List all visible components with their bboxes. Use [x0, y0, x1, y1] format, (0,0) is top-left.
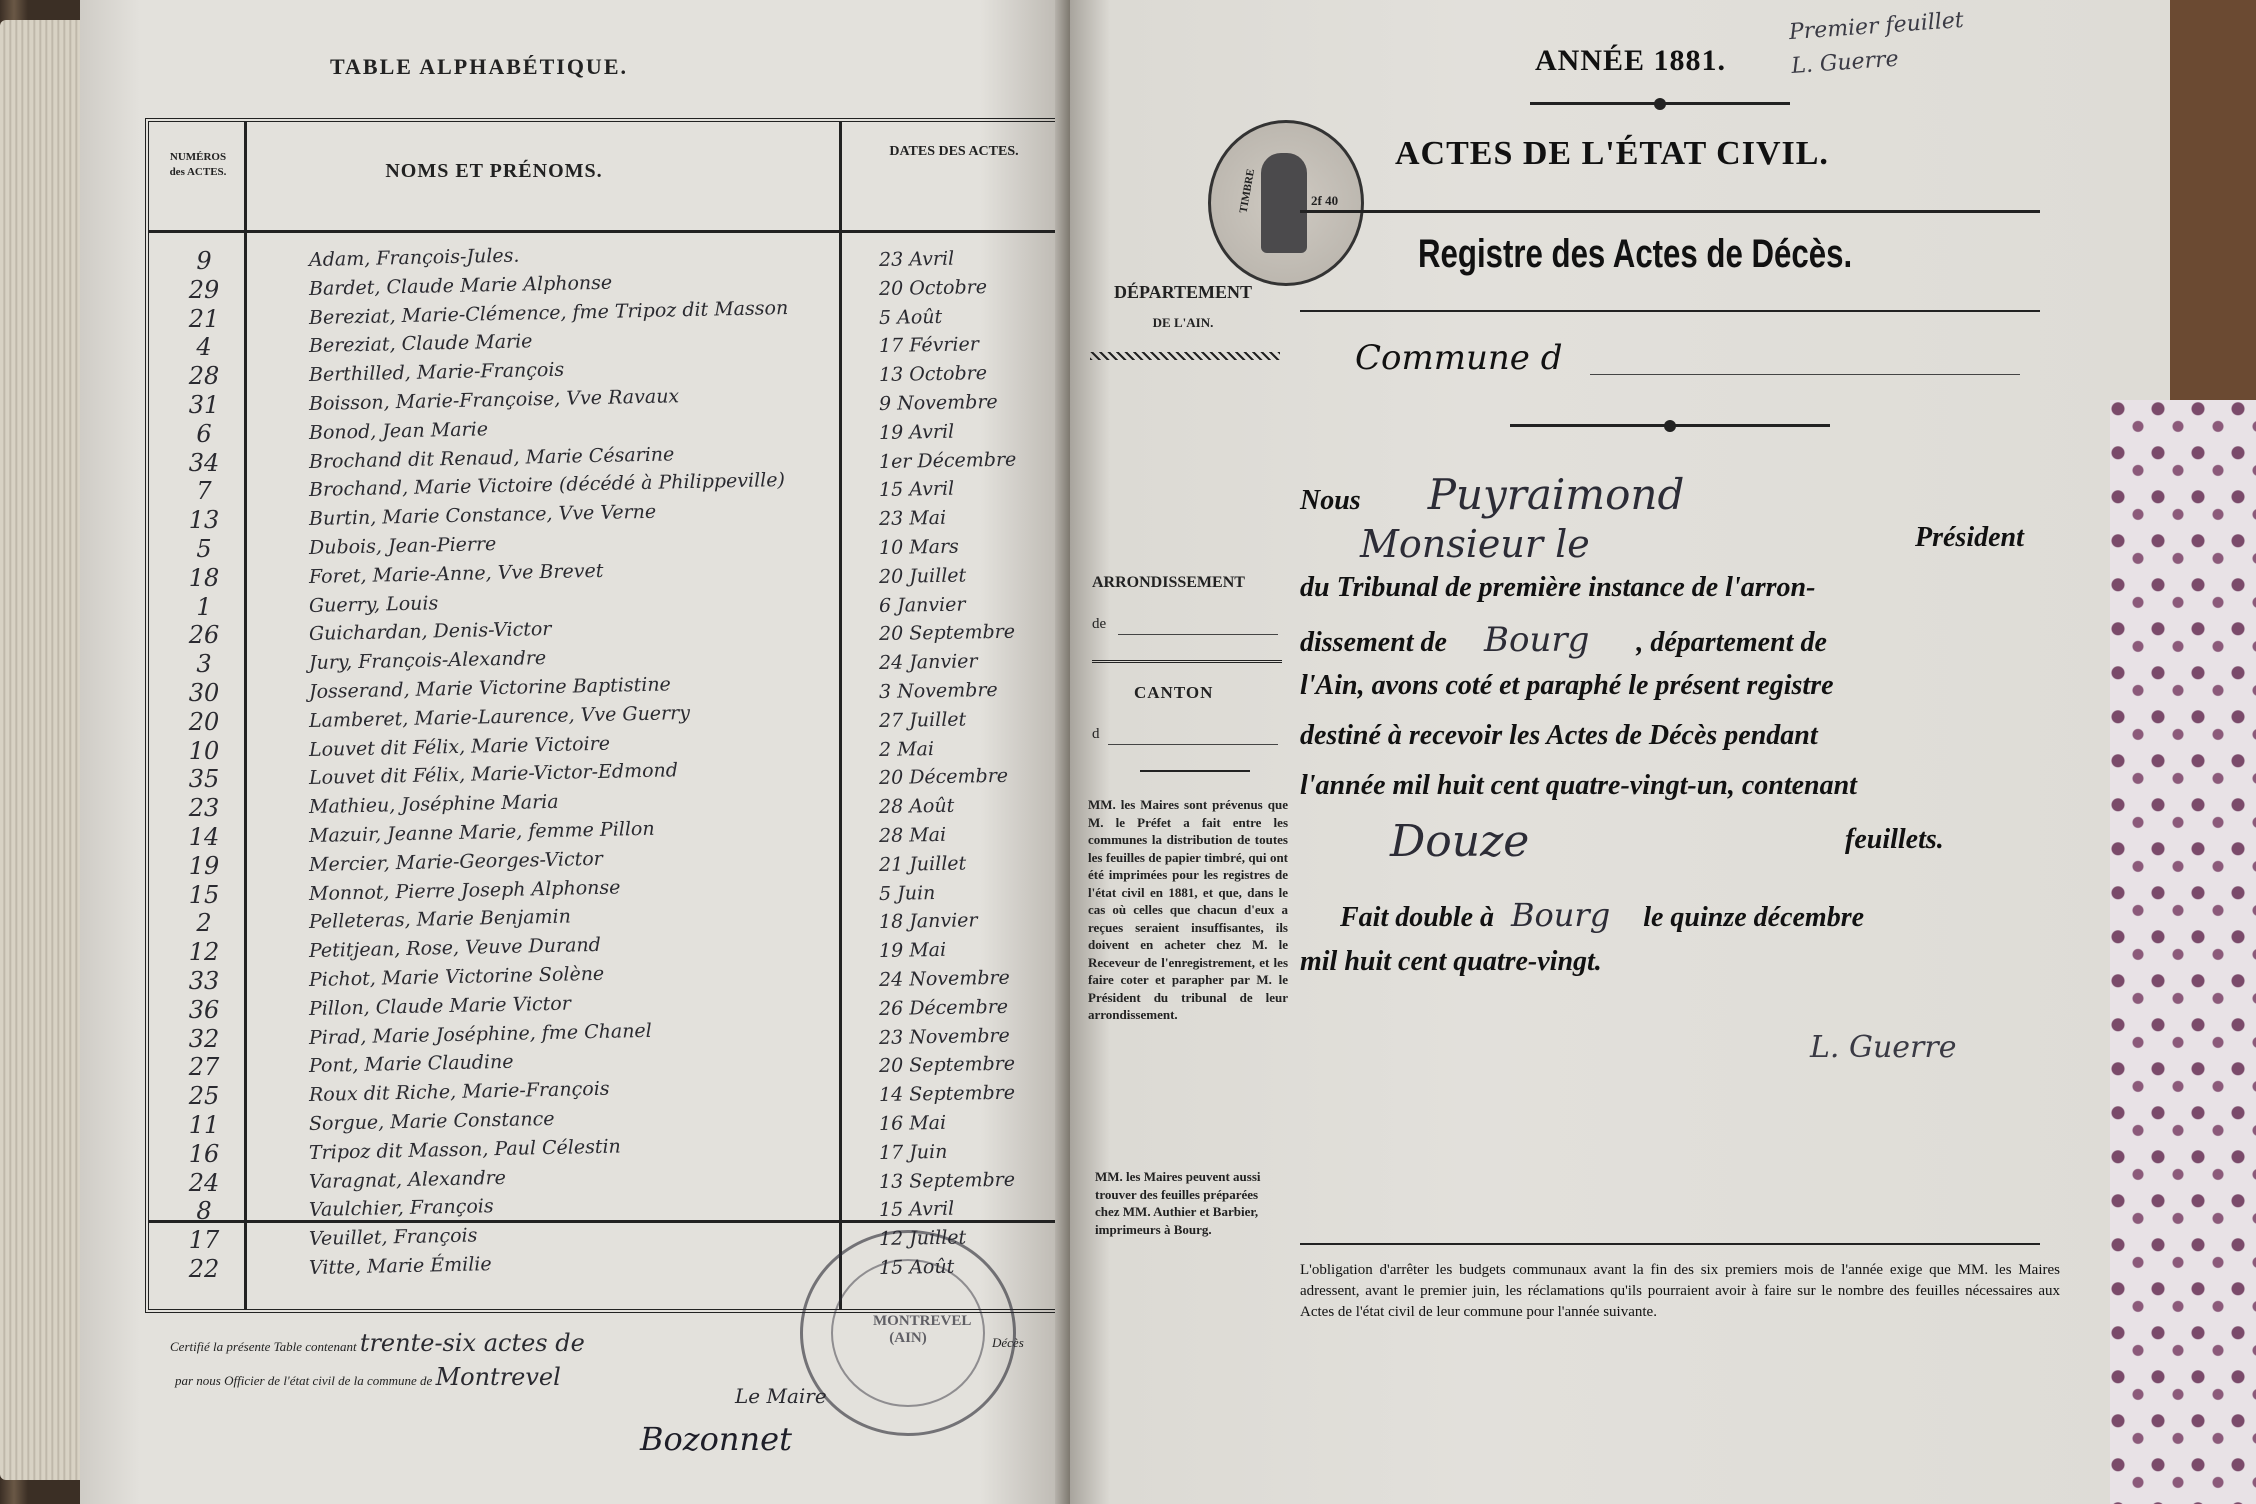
row-name: Pelleteras, Marie Benjamin	[308, 905, 572, 934]
body-line-6: l'année mil huit cent quatre-vingt-un, contenant	[1300, 770, 1857, 801]
arrondissement-handwritten: Bourg	[1484, 620, 1590, 660]
row-name: Foret, Marie-Anne, Vve Brevet	[308, 559, 604, 588]
timbre-price: 2f 40	[1311, 193, 1339, 208]
departement-name: DE L'AIN.	[1152, 315, 1214, 330]
row-name: Brochand dit Renaud, Marie Césarine	[308, 442, 675, 473]
row-name: Jury, François-Alexandre	[308, 647, 547, 675]
row-date: 13 Septembre	[878, 1168, 1016, 1193]
body-line-3	[1300, 620, 1827, 660]
row-date: 15 Avril	[878, 1197, 955, 1222]
row-number: 29	[188, 275, 220, 304]
row-date: 23 Novembre	[878, 1024, 1010, 1049]
book-cover	[2170, 0, 2256, 400]
row-number: 27	[188, 1053, 220, 1082]
row-name: Roux dit Riche, Marie-François	[308, 1077, 610, 1107]
row-name: Guichardan, Denis-Victor	[308, 618, 552, 646]
row-date: 26 Décembre	[878, 995, 1009, 1020]
fait-year: mil huit cent quatre-vingt.	[1300, 946, 1602, 977]
row-number: 20	[188, 707, 220, 736]
cert-printed-2: par nous Officier de l'état civil de la commune de	[175, 1373, 433, 1388]
commune-line	[1590, 374, 2020, 375]
row-number: 36	[188, 995, 220, 1024]
row-date: 19 Mai	[878, 938, 947, 963]
row-date: 10 Mars	[878, 535, 960, 559]
row-date: 14 Septembre	[878, 1081, 1016, 1107]
row-number: 24	[188, 1168, 220, 1197]
row-number: 35	[188, 765, 220, 794]
feuillets-label: feuillets.	[1845, 824, 1944, 855]
row-number: 22	[188, 1254, 220, 1283]
body-line-3b: , département de	[1636, 627, 1827, 658]
row-date: 15 Août	[878, 1255, 955, 1279]
year-heading: ANNÉE 1881.	[1535, 44, 1727, 77]
row-number: 9	[196, 247, 212, 275]
actes-title: ACTES DE L'ÉTAT CIVIL.	[1395, 135, 1829, 172]
ornament-divider-2	[1510, 424, 1830, 427]
row-number: 16	[188, 1139, 220, 1168]
arrondissement-label: ARRONDISSEMENT	[1092, 574, 1245, 591]
commune-seal-stamp	[800, 1230, 1016, 1436]
side-note-maires: MM. les Maires sont prévenus que M. le Préfet a fait entre les communes la distribution de toutes les feuilles de papier timbré, qui ont été imprimées pour les registres de l'état civil en 1881, et que, dans le cas où celles que chacun d'eux a reçues seraient insuffisantes, ils doivent en acheter chez M. le Receveur de l'enregistrement, et les faire coter et parapher par M. le Président du tribunal de leur arrondissement.	[1088, 797, 1288, 1022]
row-number: 15	[188, 880, 220, 909]
row-name: Burtin, Marie Constance, Vve Verne	[308, 500, 657, 531]
monsieur-line	[1360, 522, 2024, 566]
fait-date: le quinze décembre	[1643, 902, 1865, 933]
row-number: 34	[188, 448, 220, 477]
row-date: 15 Avril	[878, 478, 955, 502]
row-name: Berthilled, Marie-François	[308, 358, 565, 387]
timbre-stamp	[1208, 120, 1364, 286]
side-note-imprimeurs: MM. les Maires peuvent aussi trouver des feuilles préparées chez MM. Authier et Barbier, imprimeurs à Bourg.	[1095, 1169, 1261, 1237]
row-number: 5	[196, 534, 212, 563]
row-date: 6 Janvier	[878, 593, 966, 617]
row-number: 4	[196, 333, 212, 362]
canton-d: d	[1092, 726, 1100, 742]
table-title: TABLE ALPHABÉTIQUE.	[330, 54, 628, 79]
row-date: 24 Janvier	[878, 650, 978, 675]
president-label: Président	[1915, 522, 2024, 553]
row-number: 26	[188, 621, 220, 650]
body-line-4: l'Ain, avons coté et paraphé le présent registre	[1300, 670, 1834, 701]
monsieur-handwritten: Monsieur le	[1360, 522, 1590, 566]
row-number: 32	[188, 1024, 220, 1053]
cert-handwritten-commune: Montrevel	[435, 1363, 561, 1391]
cert-handwritten-count: trente-six actes de	[359, 1329, 585, 1357]
row-name: Pont, Marie Claudine	[308, 1051, 514, 1078]
row-date: 1er Décembre	[878, 448, 1017, 473]
row-number: 6	[196, 419, 212, 448]
row-number: 33	[188, 966, 220, 995]
row-name: Mazuir, Jeanne Marie, femme Pillon	[308, 817, 655, 847]
row-name: Mathieu, Joséphine Maria	[308, 790, 559, 819]
nous-handwritten-name: Puyraimond	[1427, 470, 1685, 519]
row-name: Bonod, Jean Marie	[308, 418, 489, 444]
row-number: 11	[188, 1110, 220, 1139]
feuillets-count-handwritten: Douze	[1390, 816, 1530, 867]
table-rows	[149, 244, 1061, 1284]
footer-rule	[1300, 1243, 2040, 1245]
row-name: Boisson, Marie-Françoise, Vve Ravaux	[308, 385, 680, 415]
body-line-2: du Tribunal de première instance de l'arron-	[1300, 572, 1816, 603]
row-name: Adam, François-Jules.	[308, 244, 520, 271]
row-date: 13 Octobre	[878, 362, 988, 387]
row-number: 21	[188, 304, 220, 333]
row-date: 9 Novembre	[878, 390, 998, 415]
header-dates: DATES DES ACTES.	[889, 144, 1019, 159]
row-date: 28 Août	[878, 794, 955, 819]
canton-line	[1108, 744, 1278, 745]
fait-handwritten-place: Bourg	[1511, 896, 1611, 934]
row-name: Vitte, Marie Émilie	[308, 1253, 492, 1279]
row-name: Mercier, Marie-Georges-Victor	[308, 847, 603, 876]
footer-note: L'obligation d'arrêter les budgets communaux avant la fin des six premiers mois de l'année exige que MM. les Maires adressent, avant le premier juin, les réclamations qu'ils pourraient avoir à faire sur le nombre des feuilles nécessaires aux Actes de l'état civil de leur commune pour l'année suivante.	[1300, 1262, 2060, 1320]
row-date: 23 Mai	[878, 507, 947, 531]
canton-label: CANTON	[1134, 683, 1214, 702]
cert-printed-1: Certifié la présente Table contenant	[170, 1339, 357, 1354]
header-numbers: NUMÉROS des ACTES.	[169, 151, 227, 178]
row-number: 2	[196, 909, 212, 938]
row-date: 5 Juin	[878, 881, 936, 905]
row-name: Louvet dit Félix, Marie Victoire	[308, 732, 611, 761]
row-number: 25	[188, 1082, 220, 1111]
cert-deces: Décès	[992, 1335, 1024, 1350]
row-number: 30	[188, 678, 220, 707]
row-number: 28	[188, 362, 220, 391]
justice-figure-icon	[1261, 153, 1307, 253]
row-date: 12 Juillet	[878, 1226, 967, 1251]
row-date: 20 Juillet	[878, 564, 967, 588]
alphabetical-table	[145, 118, 1065, 1313]
nous-line	[1300, 470, 1684, 519]
row-number: 10	[188, 736, 220, 765]
background-wallpaper	[2110, 400, 2256, 1504]
row-date: 19 Avril	[878, 420, 955, 444]
zigzag-divider	[1090, 352, 1280, 360]
row-number: 19	[188, 851, 220, 880]
row-name: Tripoz dit Masson, Paul Célestin	[308, 1135, 622, 1164]
row-name: Bardet, Claude Marie Alphonse	[308, 271, 613, 300]
row-number: 7	[196, 477, 212, 506]
body-line-5: destiné à recevoir les Actes de Décès pendant	[1300, 720, 1818, 751]
body-line-3a: dissement de	[1300, 627, 1447, 658]
title-rule	[1300, 210, 2040, 213]
row-number: 18	[188, 563, 220, 592]
row-number: 3	[196, 650, 212, 679]
maire-label: Le Maire	[735, 1384, 827, 1408]
row-name: Vaulchier, François	[308, 1195, 494, 1222]
row-number: 1	[196, 592, 212, 621]
row-date: 17 Février	[878, 333, 980, 358]
ornament-divider	[1530, 102, 1790, 105]
row-name: Monnot, Pierre Joseph Alphonse	[308, 876, 621, 905]
row-date: 2 Mai	[878, 737, 935, 761]
row-name: Brochand, Marie Victoire (décédé à Philippeville)	[308, 469, 786, 502]
seal-text: MONTREVEL (AIN)	[873, 1313, 972, 1346]
row-date: 16 Mai	[878, 1111, 947, 1135]
row-name: Pichot, Marie Victorine Solène	[308, 962, 605, 991]
row-name: Pirad, Marie Joséphine, fme Chanel	[308, 1019, 652, 1049]
row-date: 23 Avril	[878, 247, 955, 271]
row-name: Dubois, Jean-Pierre	[308, 533, 497, 559]
departement-label: DÉPARTEMENT	[1113, 282, 1253, 302]
row-date: 17 Juin	[878, 1140, 948, 1164]
row-date: 20 Octobre	[878, 275, 988, 300]
nous-label: Nous	[1300, 485, 1361, 516]
canton-rule	[1140, 770, 1250, 772]
row-date: 28 Mai	[878, 823, 947, 847]
registre-rule	[1300, 310, 2040, 312]
row-number: 14	[188, 822, 220, 851]
arrondissement-de: de	[1092, 616, 1107, 632]
arr-line	[1118, 634, 1278, 635]
row-name: Bereziat, Claude Marie	[308, 330, 533, 358]
header-names: NOMS ET PRÉNOMS.	[385, 160, 603, 182]
row-name: Veuillet, François	[308, 1224, 478, 1251]
row-number: 17	[188, 1226, 220, 1255]
corner-initials: L. Guerre	[1790, 46, 1900, 80]
header-divider	[149, 230, 1061, 233]
row-name: Louvet dit Félix, Marie-Victor-Edmond	[308, 759, 679, 790]
corner-note-text: Premier feuillet	[1788, 7, 1965, 46]
row-date: 21 Juillet	[878, 852, 967, 876]
row-number: 23	[188, 794, 220, 823]
row-name: Josserand, Marie Victorine Baptistine	[308, 673, 672, 703]
row-name: Pillon, Claude Marie Victor	[308, 992, 572, 1020]
registre-title: Registre des Actes de Décès.	[1418, 232, 1853, 276]
row-name: Lamberet, Marie-Laurence, Vve Guerry	[308, 701, 691, 732]
row-number: 31	[188, 390, 220, 419]
row-name: Guerry, Louis	[308, 591, 439, 617]
row-date: 20 Septembre	[878, 620, 1016, 646]
row-date: 27 Juillet	[878, 708, 967, 732]
departement-block	[1088, 282, 1278, 331]
row-date: 20 Septembre	[878, 1052, 1016, 1078]
fait-double-label: Fait double à	[1340, 902, 1495, 933]
feuillets-line	[1390, 816, 1944, 867]
row-name: Petitjean, Rose, Veuve Durand	[308, 934, 602, 963]
row-name: Varagnat, Alexandre	[308, 1166, 507, 1193]
row-number: 13	[188, 506, 220, 535]
row-date: 3 Novembre	[878, 678, 998, 703]
row-number: 12	[188, 938, 220, 967]
row-date: 24 Novembre	[878, 966, 1010, 991]
fait-line	[1340, 896, 1864, 934]
president-signature: L. Guerre	[1810, 1030, 1957, 1065]
row-name: Sorgue, Marie Constance	[308, 1107, 555, 1135]
commune-label: Commune d	[1355, 338, 1563, 378]
row-number: 8	[196, 1197, 212, 1226]
row-date: 20 Décembre	[878, 765, 1009, 790]
mayor-signature: Bozonnet	[640, 1420, 792, 1458]
timbre-label: TIMBRE	[1237, 167, 1258, 215]
row-date: 18 Janvier	[878, 909, 978, 934]
corner-annotation	[1788, 4, 1967, 84]
row-name: Bereziat, Marie-Clémence, fme Tripoz dit Masson	[308, 296, 789, 329]
arr-double-rule	[1092, 660, 1282, 663]
row-date: 5 Août	[878, 305, 943, 329]
